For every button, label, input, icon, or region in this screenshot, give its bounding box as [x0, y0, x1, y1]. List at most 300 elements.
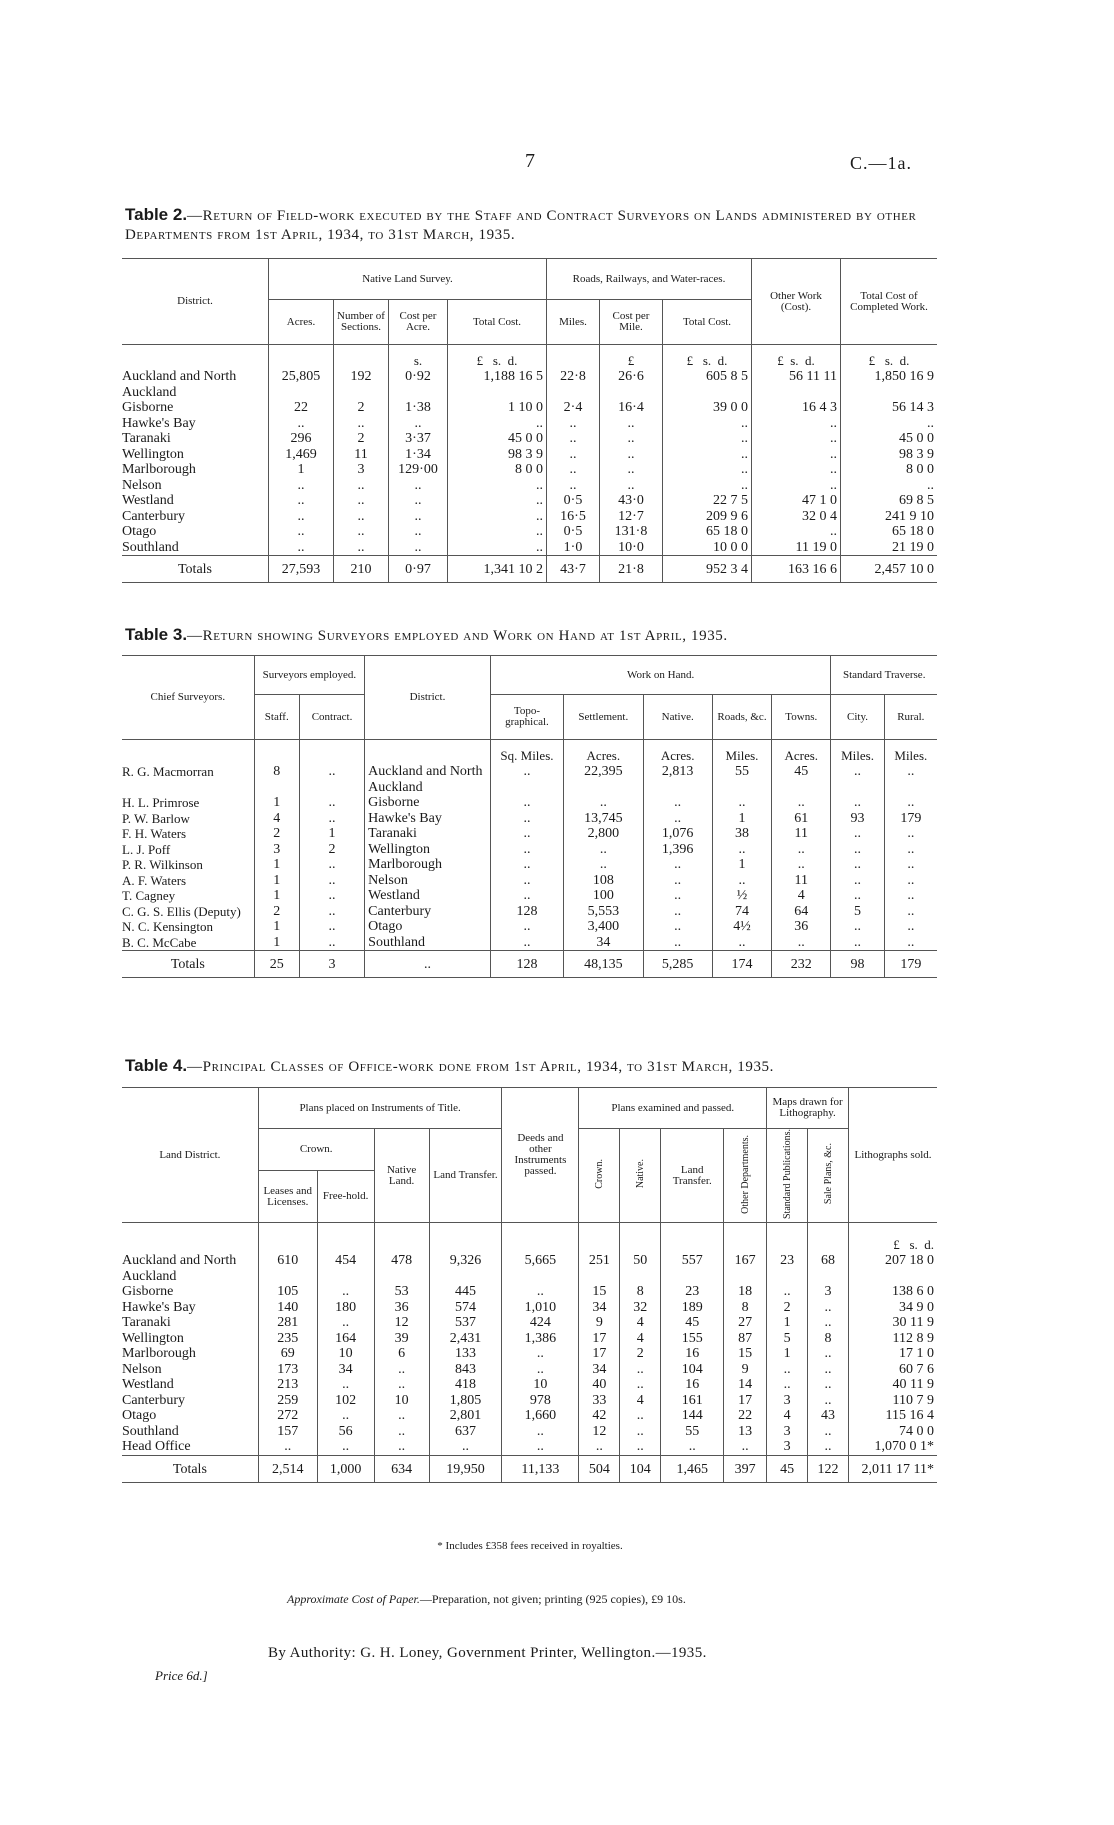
t4-h-plans-examined: Plans examined and passed. [579, 1088, 767, 1129]
t3-cell-towns: 36 [772, 919, 831, 935]
t3-cell-city: .. [831, 935, 884, 951]
t3-total-native: 5,285 [643, 951, 712, 978]
t2-total-cpa: 0·97 [389, 556, 448, 583]
t3-h-city: City. [831, 695, 884, 740]
t4-cell-deeds: 1,010 [502, 1300, 579, 1316]
t3-cell-chief: F. H. Waters [122, 826, 254, 842]
t4-cell-litho: 74 0 0 [899, 1423, 934, 1439]
t3-total-towns: 232 [772, 951, 831, 978]
t3-cell-towns: 61 [772, 811, 831, 827]
t2-total-other: 163 16 6 [752, 556, 841, 583]
t4-cell-native: .. [374, 1424, 429, 1440]
t3-cell-topo: 128 [490, 904, 563, 920]
t2-cell-sections: .. [334, 540, 389, 556]
t3-h-topo: Topo-graphical. [490, 695, 563, 740]
t3-cell-contract: .. [299, 873, 364, 889]
t4-cell-freehold: 454 [317, 1253, 374, 1284]
t3-cell-rural: .. [907, 872, 915, 888]
t3-cell-rural: .. [907, 764, 915, 779]
t3-cell-staff: 1 [254, 919, 299, 935]
table-row [122, 416, 937, 432]
t3-cell-contract: .. [299, 795, 364, 811]
t4-cell-other: 18 [724, 1284, 767, 1300]
t4-cell-nat: .. [620, 1408, 661, 1424]
t2-cell-tc: .. [448, 416, 547, 432]
t4-cell-lt: 537 [429, 1315, 502, 1331]
table3-label: Table 3. [125, 625, 188, 644]
t3-cell-roads: .. [712, 873, 771, 889]
t4-cell-sale: .. [808, 1424, 849, 1440]
t3-h-work: Work on Hand. [490, 656, 831, 695]
t2-unit-cell: £ s. d. [752, 345, 841, 370]
t2-h-district: District. [122, 259, 269, 345]
t2-unit-cell [122, 345, 269, 370]
t4-cell-std: 3 [767, 1439, 808, 1455]
t3-unit-cell [122, 740, 254, 765]
table-row [122, 493, 937, 509]
t4-cell-lt: 418 [429, 1377, 502, 1393]
t3-cell-native: .. [643, 888, 712, 904]
t2-cell-miles: 2·4 [547, 400, 600, 416]
t2-cell-tc: 1,188 16 5 [448, 369, 547, 400]
t3-cell-district: Gisborne [365, 795, 491, 811]
t3-cell-contract: .. [299, 764, 364, 795]
t4-cell-crown: 15 [579, 1284, 620, 1300]
t2-cell-miles: 0·5 [547, 524, 600, 540]
t2-cell-acres: .. [269, 509, 334, 525]
t3-cell-towns: .. [772, 857, 831, 873]
t3-cell-towns: .. [772, 935, 831, 951]
t4-cell-litho: 30 11 9 [892, 1315, 934, 1330]
t4-cell-std: 2 [767, 1300, 808, 1316]
t2-unit-cell: £ s. d. [868, 353, 910, 368]
t3-cell-district: Southland [365, 935, 491, 951]
t2-cell-other: .. [752, 462, 841, 478]
t3-cell-towns: 45 [772, 764, 831, 795]
t4-cell-lt2: 557 [661, 1253, 724, 1284]
t3-cell-city: .. [831, 842, 884, 858]
table-row [122, 462, 937, 478]
t4-cell-crown: 34 [579, 1362, 620, 1378]
t3-total-settlement: 48,135 [564, 951, 643, 978]
t4-cell-sale: .. [808, 1393, 849, 1409]
t4-cell-std: 23 [767, 1253, 808, 1284]
t3-cell-chief: P. W. Barlow [122, 811, 254, 827]
t3-cell-towns: .. [772, 795, 831, 811]
t4-cell-district: Nelson [122, 1362, 258, 1378]
totals-row [122, 1455, 937, 1482]
t2-cell-cpm: .. [600, 462, 663, 478]
t3-h-native: Native. [643, 695, 712, 740]
t2-cell-tc2: .. [663, 431, 752, 447]
t4-h-freehold: Free-hold. [317, 1171, 374, 1223]
t2-cell-sections: .. [334, 509, 389, 525]
t3-units-row [122, 740, 937, 765]
t3-cell-district: Nelson [365, 873, 491, 889]
t3-h-traverse: Standard Traverse. [842, 668, 926, 681]
t3-cell-district: Taranaki [365, 826, 491, 842]
t4-cell-native: .. [374, 1408, 429, 1424]
t2-unit-cell: £ [600, 345, 663, 370]
t4-unit-cell [258, 1223, 317, 1254]
t2-units-row [122, 345, 937, 370]
t2-cell-sections: 2 [334, 431, 389, 447]
table-row [122, 1300, 937, 1316]
t2-cell-tc: 1 10 0 [448, 400, 547, 416]
t4-cell-district: Hawke's Bay [122, 1300, 258, 1316]
t2-cell-acres: .. [269, 478, 334, 494]
t3-cell-topo: .. [490, 873, 563, 889]
t2-h-total-cost: Total Cost. [448, 300, 547, 345]
table-row [122, 795, 937, 811]
t3-cell-chief: T. Cagney [122, 888, 254, 904]
t4-unit-cell [374, 1223, 429, 1254]
t4-cell-leases: 140 [258, 1300, 317, 1316]
t4-cell-leases: 69 [258, 1346, 317, 1362]
t4-cell-nat: .. [620, 1439, 661, 1455]
table-row [122, 1253, 937, 1284]
t4-cell-freehold: .. [317, 1408, 374, 1424]
t2-cell-miles: 22·8 [547, 369, 600, 400]
t3-cell-roads: .. [712, 795, 771, 811]
t2-cell-cpa: 129·00 [389, 462, 448, 478]
t4-cell-std: 3 [767, 1424, 808, 1440]
t3-cell-roads: ½ [712, 888, 771, 904]
cost-note-label: Approximate Cost of Paper. [287, 1592, 420, 1606]
t4-cell-other: .. [724, 1439, 767, 1455]
t4-cell-sale: .. [808, 1362, 849, 1378]
t2-h-cost-per-acre: Cost per Acre. [389, 300, 448, 345]
table-row [122, 400, 937, 416]
t4-cell-leases: .. [258, 1439, 317, 1455]
t3-cell-district: Wellington [365, 842, 491, 858]
t3-cell-chief: L. J. Poff [122, 842, 254, 858]
t3-cell-chief: H. L. Primrose [122, 795, 254, 811]
t2-cell-miles: .. [547, 447, 600, 463]
t4-cell-lt2: 16 [661, 1377, 724, 1393]
t4-cell-lt: 2,801 [429, 1408, 502, 1424]
t3-cell-roads: .. [712, 935, 771, 951]
t4-cell-leases: 173 [258, 1362, 317, 1378]
t4-cell-crown: 17 [579, 1331, 620, 1347]
t4-cell-freehold: .. [317, 1377, 374, 1393]
t2-cell-miles: .. [547, 462, 600, 478]
t2-cell-total: 8 0 0 [906, 462, 934, 477]
t4-unit-cell [620, 1223, 661, 1254]
t3-cell-native: .. [643, 935, 712, 951]
table4-footnote: * Includes £358 fees received in royalties. [437, 1540, 623, 1552]
t2-cell-tc2: .. [663, 416, 752, 432]
t2-cell-acres: 1 [269, 462, 334, 478]
t4-cell-std: .. [767, 1377, 808, 1393]
t3-cell-settlement: 5,553 [564, 904, 643, 920]
price: Price 6d.] [155, 1668, 208, 1683]
t3-unit-cell: Miles. [712, 740, 771, 765]
table2-title [125, 205, 940, 245]
t3-cell-native: .. [643, 811, 712, 827]
t3-unit-cell: Acres. [772, 740, 831, 765]
t3-cell-city: .. [831, 888, 884, 904]
t2-cell-district: Gisborne [122, 400, 269, 416]
t3-cell-chief: C. G. S. Ellis (Deputy) [122, 904, 254, 920]
table2-label: Table 2. [125, 205, 188, 224]
t3-cell-settlement: 3,400 [564, 919, 643, 935]
t4-cell-sale: .. [808, 1300, 849, 1316]
t3-cell-contract: .. [299, 888, 364, 904]
t4-cell-litho: 138 6 0 [892, 1284, 934, 1299]
t2-cell-cpm: .. [600, 447, 663, 463]
table-row [122, 888, 937, 904]
t4-cell-lt: 1,805 [429, 1393, 502, 1409]
t3-cell-staff: 3 [254, 842, 299, 858]
t3-cell-chief: N. C. Kensington [122, 919, 254, 935]
t2-cell-sections: .. [334, 493, 389, 509]
t2-cell-cpm: 43·0 [600, 493, 663, 509]
t2-cell-other: .. [752, 524, 841, 540]
t4-cell-std: .. [767, 1362, 808, 1378]
t4-cell-litho: 40 11 9 [892, 1377, 934, 1392]
t4-cell-district: Head Office [122, 1439, 258, 1455]
t4-cell-deeds: .. [502, 1346, 579, 1362]
t3-cell-roads: 1 [712, 811, 771, 827]
t4-unit-cell [317, 1223, 374, 1254]
t3-h-staff: Staff. [254, 695, 299, 740]
t4-unit-cell [808, 1223, 849, 1254]
t4-cell-native: 478 [374, 1253, 429, 1284]
t4-h-crown-v: Crown. [579, 1129, 620, 1223]
t3-cell-contract: .. [299, 811, 364, 827]
t3-unit-cell: Acres. [564, 740, 643, 765]
t3-h-chief: Chief Surveyors. [122, 656, 254, 740]
t3-cell-native: .. [643, 857, 712, 873]
t4-h-litho: Lithographs sold. [849, 1088, 937, 1223]
t4-unit-cell [767, 1223, 808, 1254]
page-number: 7 [525, 150, 535, 172]
t2-cell-total: .. [927, 415, 934, 431]
t2-unit-cell: £ s. d. [663, 345, 752, 370]
t2-cell-tc2: .. [663, 462, 752, 478]
t4-cell-lt2: 155 [661, 1331, 724, 1347]
t2-unit-cell: s. [389, 345, 448, 370]
table-row [122, 447, 937, 463]
t4-cell-lt: 637 [429, 1424, 502, 1440]
t4-cell-other: 14 [724, 1377, 767, 1393]
t4-cell-std: 3 [767, 1393, 808, 1409]
t3-cell-rural: .. [907, 888, 915, 903]
t4-cell-deeds: 1,386 [502, 1331, 579, 1347]
t4-total-litho: 2,011 17 11* [861, 1461, 934, 1477]
t4-total-lt: 19,950 [429, 1455, 502, 1482]
t4-unit-cell [579, 1223, 620, 1254]
t4-cell-std: 5 [767, 1331, 808, 1347]
t4-cell-leases: 610 [258, 1253, 317, 1284]
t2-cell-other: .. [752, 416, 841, 432]
t4-cell-nat: .. [620, 1377, 661, 1393]
t4-cell-deeds: .. [502, 1362, 579, 1378]
t2-cell-cpm: .. [600, 416, 663, 432]
t3-cell-district: Canterbury [365, 904, 491, 920]
t4-h-plans-placed: Plans placed on Instruments of Title. [258, 1088, 502, 1129]
t4-cell-lt2: 144 [661, 1408, 724, 1424]
t3-cell-staff: 2 [254, 826, 299, 842]
t3-total-city: 98 [831, 951, 884, 978]
t4-cell-leases: 213 [258, 1377, 317, 1393]
t3-cell-chief: R. G. Macmorran [122, 764, 254, 795]
t2-cell-total: 45 0 0 [899, 431, 934, 446]
table-row [122, 1424, 937, 1440]
totals-row [122, 951, 937, 978]
t4-cell-lt2: 55 [661, 1424, 724, 1440]
t4-unit-cell [122, 1223, 258, 1254]
t4-cell-freehold: 102 [317, 1393, 374, 1409]
t4-h-maps: Maps drawn for Lithography. [767, 1088, 849, 1129]
t4-cell-sale: .. [808, 1346, 849, 1362]
t4-cell-litho: 115 16 4 [885, 1408, 934, 1423]
t4-cell-district: Marlborough [122, 1346, 258, 1362]
t3-cell-topo: .. [490, 826, 563, 842]
t3-cell-roads: 38 [712, 826, 771, 842]
t4-cell-nat: 4 [620, 1315, 661, 1331]
t3-unit-cell: Miles. [894, 748, 928, 763]
t4-cell-sale: 68 [808, 1253, 849, 1284]
t4-cell-nat: 32 [620, 1300, 661, 1316]
t4-cell-crown: 12 [579, 1424, 620, 1440]
t4-cell-native: 53 [374, 1284, 429, 1300]
t2-cell-cpm: .. [600, 431, 663, 447]
t4-h-leases: Leases and Licenses. [258, 1171, 317, 1223]
t4-cell-litho: 17 1 0 [899, 1346, 934, 1361]
t3-cell-roads: 4½ [712, 919, 771, 935]
t3-cell-city: .. [831, 764, 884, 795]
t4-cell-nat: 4 [620, 1393, 661, 1409]
t3-h-rural: Rural. [884, 695, 937, 740]
t4-total-freehold: 1,000 [317, 1455, 374, 1482]
t4-cell-freehold: 180 [317, 1300, 374, 1316]
t4-cell-other: 13 [724, 1424, 767, 1440]
t3-cell-rural: .. [907, 795, 915, 810]
t2-cell-sections: 3 [334, 462, 389, 478]
t3-cell-native: 2,813 [643, 764, 712, 795]
t3-cell-settlement: 22,395 [564, 764, 643, 795]
t2-cell-cpa: .. [389, 416, 448, 432]
t2-h-other-work: Other Work (Cost). [752, 259, 841, 345]
t2-total-tc: 1,341 10 2 [448, 556, 547, 583]
t4-total-crown: 504 [579, 1455, 620, 1482]
t4-cell-lt: 9,326 [429, 1253, 502, 1284]
t4-cell-freehold: 34 [317, 1362, 374, 1378]
table-row [122, 1284, 937, 1300]
t3-cell-native: .. [643, 919, 712, 935]
t3-cell-towns: 11 [772, 873, 831, 889]
t3-cell-staff: 1 [254, 888, 299, 904]
t2-cell-tc2: 209 9 6 [663, 509, 752, 525]
t3-cell-staff: 2 [254, 904, 299, 920]
t3-cell-settlement: .. [564, 795, 643, 811]
table-row [122, 1439, 937, 1455]
t2-h-total-cost2: Total Cost. [663, 300, 752, 345]
t3-unit-cell: Sq. Miles. [490, 740, 563, 765]
t2-cell-cpa: 3·37 [389, 431, 448, 447]
t2-h-sections: Number of Sections. [334, 300, 389, 345]
table-row [122, 764, 937, 795]
t4-cell-deeds: .. [502, 1439, 579, 1455]
t4-cell-deeds: 424 [502, 1315, 579, 1331]
t3-cell-roads: .. [712, 842, 771, 858]
t2-h-native-land: Native Land Survey. [269, 259, 547, 300]
t2-cell-district: Auckland and North Auckland [122, 369, 269, 400]
t3-cell-towns: 4 [772, 888, 831, 904]
t4-cell-other: 22 [724, 1408, 767, 1424]
table-row [122, 904, 937, 920]
t4-cell-lt2: 161 [661, 1393, 724, 1409]
t3-cell-topo: .. [490, 764, 563, 795]
t4-cell-litho: 112 8 9 [892, 1330, 934, 1346]
t3-cell-rural: .. [907, 841, 915, 857]
t4-cell-lt: .. [429, 1439, 502, 1455]
t4-cell-crown: 34 [579, 1300, 620, 1316]
t4-unit-cell: £ s. d. [893, 1237, 934, 1252]
t2-cell-cpm: 12·7 [600, 509, 663, 525]
t2-cell-sections: .. [334, 524, 389, 540]
t3-unit-cell [254, 740, 299, 765]
t2-cell-cpm: 131·8 [600, 524, 663, 540]
t4-cell-litho: 110 7 9 [892, 1392, 934, 1408]
t4-totals-label: Totals [122, 1455, 258, 1482]
t4-cell-district: Taranaki [122, 1315, 258, 1331]
table2-title-text: —Return of Field-work executed by the Staff and Contract Surveyors on Lands administered by other Departments from 1st April, 1934, to 31st March, 1935. [125, 208, 917, 243]
t4-cell-nat: 2 [620, 1346, 661, 1362]
t4-cell-crown: .. [579, 1439, 620, 1455]
t4-cell-std: 1 [767, 1346, 808, 1362]
t2-cell-sections: 2 [334, 400, 389, 416]
t3-h-roads: Roads, &c. [712, 695, 771, 740]
t2-cell-acres: 1,469 [269, 447, 334, 463]
t3-total-contract: 3 [299, 951, 364, 978]
t3-unit-cell: Miles. [831, 740, 884, 765]
t2-cell-total: 65 18 0 [892, 524, 934, 539]
t4-total-native: 634 [374, 1455, 429, 1482]
t3-cell-native: .. [643, 904, 712, 920]
t2-cell-cpa: .. [389, 509, 448, 525]
t3-cell-topo: .. [490, 857, 563, 873]
t4-cell-other: 27 [724, 1315, 767, 1331]
t3-cell-roads: 55 [712, 764, 771, 795]
t3-h-towns: Towns. [772, 695, 831, 740]
t4-cell-deeds: 5,665 [502, 1253, 579, 1284]
t2-cell-tc2: .. [663, 478, 752, 494]
t4-cell-native: 36 [374, 1300, 429, 1316]
t2-cell-other: .. [752, 431, 841, 447]
t2-cell-other: .. [752, 478, 841, 494]
t4-cell-other: 9 [724, 1362, 767, 1378]
t4-cell-leases: 235 [258, 1331, 317, 1347]
table-row [122, 1315, 937, 1331]
t4-h-deeds: Deeds and other Instruments passed. [502, 1088, 579, 1223]
t3-cell-topo: .. [490, 811, 563, 827]
t2-cell-other: 16 4 3 [752, 400, 841, 416]
t3-totals-label: Totals [122, 951, 254, 978]
t2-cell-sections: 11 [334, 447, 389, 463]
t3-cell-contract: 2 [299, 842, 364, 858]
t4-cell-deeds: 978 [502, 1393, 579, 1409]
t3-h-district: District. [365, 656, 491, 740]
t3-cell-staff: 1 [254, 857, 299, 873]
t4-cell-lt2: 189 [661, 1300, 724, 1316]
t2-cell-acres: 22 [269, 400, 334, 416]
t4-h-district: Land District. [122, 1088, 258, 1223]
t4-cell-district: Southland [122, 1424, 258, 1440]
t4-cell-std: 1 [767, 1315, 808, 1331]
